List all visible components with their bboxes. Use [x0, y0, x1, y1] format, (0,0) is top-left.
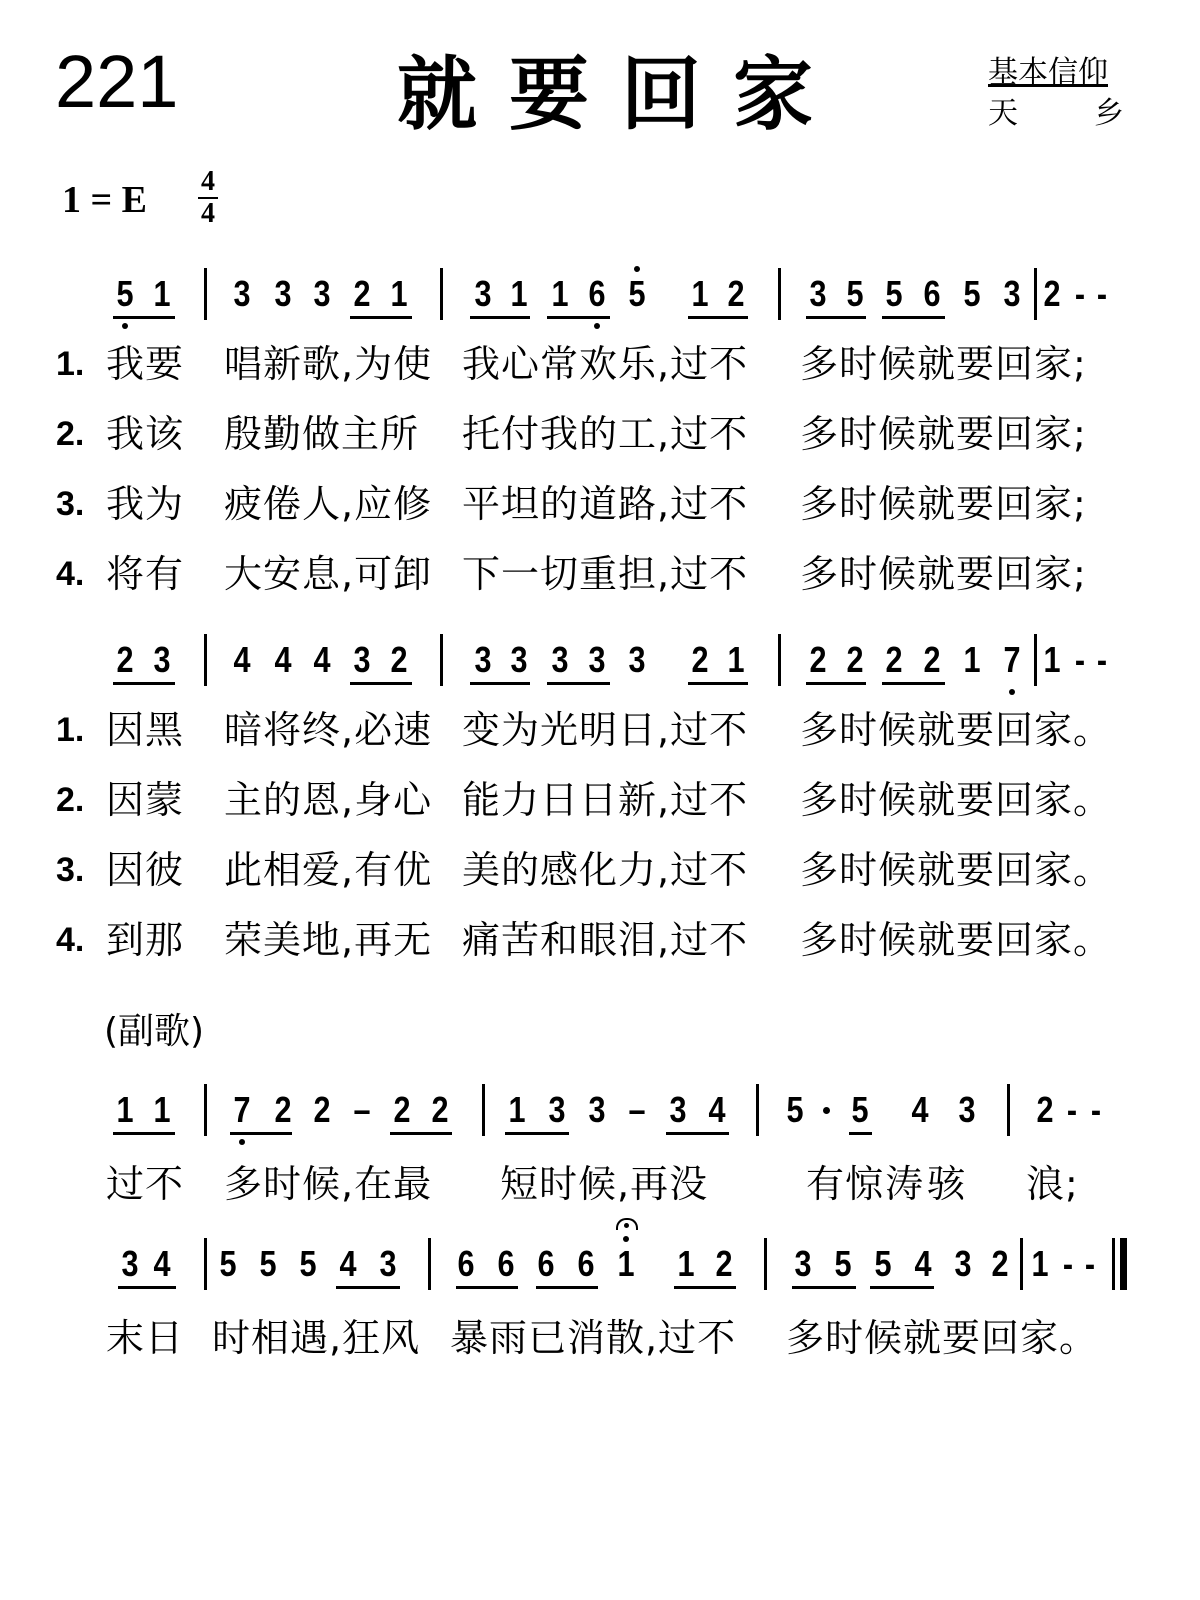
key-signature: 1 = E [62, 179, 147, 221]
lyric-segment: 我要 [106, 342, 185, 386]
verse-line-3 [0, 844, 1200, 896]
note: 2 [1036, 1089, 1054, 1130]
verse-line-2 [0, 408, 1200, 460]
note: 2 [809, 639, 827, 680]
lyric-segment: 多时候就要回家。 [800, 778, 1113, 822]
low-octave-dot [122, 323, 128, 329]
note: 1 [1043, 639, 1061, 680]
note: 3 [954, 1243, 972, 1284]
underline [688, 316, 748, 319]
chorus-lyric-segment: 骇 [927, 1162, 967, 1206]
lyric-segment: 变为光明日,过不 [462, 708, 749, 752]
lyric-segment: 唱新歌,为使 [224, 342, 433, 386]
underline [470, 682, 530, 685]
lyric-segment: 因彼 [106, 848, 185, 892]
chorus-lyric-segment: 多时候就要回家。 [786, 1316, 1099, 1360]
note: 2 [923, 639, 941, 680]
lyric-segment: 将有 [106, 552, 185, 596]
lyric-segment: 我为 [106, 482, 185, 526]
lyric-segment: 因黑 [106, 708, 185, 752]
note: 2 [727, 273, 745, 314]
chorus-lyric-segment: 有 [806, 1162, 846, 1206]
note: 3 [809, 273, 827, 314]
note: 2 [353, 273, 371, 314]
hymn-source [988, 96, 1124, 132]
note: 3 [669, 1089, 687, 1130]
note: 3 [274, 273, 292, 314]
lyric-segment: 多时候就要回家。 [800, 708, 1113, 752]
note: 3 [1003, 273, 1021, 314]
note: 4 [708, 1089, 726, 1130]
lyric-segment: 殷勤做主所 [224, 412, 420, 456]
note: 5 [846, 273, 864, 314]
underline [792, 1286, 856, 1289]
underline [806, 316, 866, 319]
note: 2 [1043, 273, 1061, 314]
note: 1 [508, 1089, 526, 1130]
note: 5 [259, 1243, 277, 1284]
hymn-number: 221 [55, 40, 179, 123]
barline [482, 1084, 485, 1136]
note: 6 [457, 1243, 475, 1284]
barline [204, 1238, 207, 1290]
chorus-lyric-segment: 浪; [1026, 1162, 1079, 1206]
note: - [1074, 639, 1086, 680]
note: 1 [551, 273, 569, 314]
note: 1 [727, 639, 745, 680]
underline [113, 1132, 175, 1135]
note: 1 [1031, 1243, 1049, 1284]
meter-top: 4 [201, 166, 215, 197]
note: 4 [274, 639, 292, 680]
note: 3 [548, 1089, 566, 1130]
note: 1 [390, 273, 408, 314]
note: 1 [963, 639, 981, 680]
underline [118, 1286, 176, 1289]
lyric-segment: 多时候就要回家。 [800, 918, 1113, 962]
note: 6 [497, 1243, 515, 1284]
note: 7 [233, 1089, 251, 1130]
note: 1 [691, 273, 709, 314]
verse-line-4 [0, 548, 1200, 600]
underline [456, 1286, 518, 1289]
lyric-segment: 我心常欢乐,过不 [462, 342, 749, 386]
note: 3 [153, 639, 171, 680]
lyric-segment: 能力日日新,过不 [462, 778, 749, 822]
lyric-segment: 美的感化力,过不 [462, 848, 749, 892]
chorus-lyrics-2 [0, 1312, 1200, 1364]
verse-number: 1. [56, 345, 85, 383]
verse-line-4 [0, 914, 1200, 966]
note: 5 [834, 1243, 852, 1284]
note: 5 [851, 1089, 869, 1130]
note: 6 [577, 1243, 595, 1284]
underline [336, 1286, 400, 1289]
low-octave-dot [239, 1139, 245, 1145]
chorus-lyric-segment: 时相遇,狂风 [212, 1316, 421, 1360]
note: 4 [911, 1089, 929, 1130]
time-signature [198, 168, 218, 228]
note: 3 [551, 639, 569, 680]
note: 2 [846, 639, 864, 680]
barline [204, 1084, 207, 1136]
underline [688, 682, 748, 685]
barline [756, 1084, 759, 1136]
high-octave-dot [623, 1236, 629, 1242]
underline [350, 316, 412, 319]
verse-number: 4. [56, 921, 85, 959]
lyric-segment: 多时候就要回家; [800, 342, 1087, 386]
note: 6 [923, 273, 941, 314]
verse-line-1 [0, 338, 1200, 390]
note: 4 [914, 1243, 932, 1284]
final-barline-thin [1112, 1238, 1115, 1290]
chorus-lyric-segment: 多时候,在最 [224, 1162, 433, 1206]
barline [778, 268, 781, 320]
verse-number: 4. [56, 555, 85, 593]
lyric-segment: 荣美地,再无 [224, 918, 433, 962]
note: 1 [617, 1243, 635, 1284]
barline [204, 634, 207, 686]
note: 3 [121, 1243, 139, 1284]
note: 2 [390, 639, 408, 680]
note: 5 [299, 1243, 317, 1284]
note: 2 [116, 639, 134, 680]
chorus-lyric-segment: 过不 [106, 1162, 185, 1206]
lyric-segment: 大安息,可卸 [224, 552, 433, 596]
lyric-segment: 因蒙 [106, 778, 185, 822]
chorus-lyric-segment: 暴雨已消散,过不 [450, 1316, 737, 1360]
augmentation-dot [823, 1107, 830, 1114]
note: 1 [153, 273, 171, 314]
note: 3 [588, 1089, 606, 1130]
chorus-label: (副歌) [104, 1011, 205, 1052]
underline [882, 682, 945, 685]
fermata-icon [616, 1218, 638, 1230]
note: 2 [274, 1089, 292, 1130]
underline [674, 1286, 736, 1289]
note: 2 [313, 1089, 331, 1130]
note: 3 [794, 1243, 812, 1284]
note: – [628, 1089, 646, 1130]
note: 1 [677, 1243, 695, 1284]
barline [1034, 634, 1037, 686]
verse-number: 3. [56, 851, 85, 889]
note: 3 [628, 639, 646, 680]
note: 4 [233, 639, 251, 680]
barline [440, 634, 443, 686]
note: 5 [874, 1243, 892, 1284]
barline [764, 1238, 767, 1290]
lyric-segment: 托付我的工,过不 [462, 412, 749, 456]
chorus-lyrics-1 [0, 1158, 1200, 1210]
high-octave-dot [634, 266, 640, 272]
underline [113, 682, 175, 685]
note: - [1084, 1243, 1096, 1284]
verse-line-1 [0, 704, 1200, 756]
hymn-category: 基本信仰 [988, 55, 1108, 90]
note: 5 [963, 273, 981, 314]
low-octave-dot [594, 323, 600, 329]
verse-line-2 [0, 774, 1200, 826]
note: 3 [474, 639, 492, 680]
underline [849, 1132, 872, 1135]
note: 5 [628, 273, 646, 314]
underline [870, 1286, 934, 1289]
source-right: 乡 [1094, 96, 1124, 131]
underline [666, 1132, 729, 1135]
final-barline-thick [1120, 1238, 1127, 1290]
verse-number: 1. [56, 711, 85, 749]
note: 2 [431, 1089, 449, 1130]
barline [440, 268, 443, 320]
verse-number: 2. [56, 415, 85, 453]
note: 2 [991, 1243, 1009, 1284]
note: – [353, 1089, 371, 1130]
note: 2 [691, 639, 709, 680]
note: 3 [588, 639, 606, 680]
barline [1020, 1238, 1023, 1290]
note: 2 [885, 639, 903, 680]
barline [778, 634, 781, 686]
note: - [1090, 1089, 1102, 1130]
note: 5 [116, 273, 134, 314]
note: - [1096, 273, 1108, 314]
chorus-lyric-segment: 涛 [885, 1162, 925, 1206]
underline [113, 316, 175, 319]
lyric-segment: 主的恩,身心 [224, 778, 433, 822]
verse-staff-1 [0, 264, 1200, 324]
underline [390, 1132, 452, 1135]
underline [882, 316, 945, 319]
lyric-segment: 平坦的道路,过不 [462, 482, 749, 526]
note: 3 [353, 639, 371, 680]
underline [350, 682, 412, 685]
note: 3 [474, 273, 492, 314]
lyric-segment: 多时候就要回家; [800, 412, 1087, 456]
note: 1 [116, 1089, 134, 1130]
note: - [1066, 1089, 1078, 1130]
note: 4 [153, 1243, 171, 1284]
note: 6 [537, 1243, 555, 1284]
note: 4 [339, 1243, 357, 1284]
chorus-lyric-segment: 短时候,再没 [500, 1162, 709, 1206]
underline [547, 316, 610, 319]
underline [505, 1132, 569, 1135]
note: 3 [379, 1243, 397, 1284]
hymn-title: 就要回家 [397, 47, 845, 141]
lyric-segment: 多时候就要回家。 [800, 848, 1113, 892]
note: - [1062, 1243, 1074, 1284]
low-octave-dot [1009, 689, 1015, 695]
note: 5 [786, 1089, 804, 1130]
lyric-segment: 多时候就要回家; [800, 552, 1087, 596]
barline [428, 1238, 431, 1290]
note: 2 [393, 1089, 411, 1130]
barline [1034, 268, 1037, 320]
verse-staff-2 [0, 630, 1200, 690]
lyric-segment: 我该 [106, 412, 185, 456]
note: 4 [313, 639, 331, 680]
note: 1 [510, 273, 528, 314]
meter-bottom: 4 [201, 198, 215, 229]
note: 3 [958, 1089, 976, 1130]
lyric-segment: 疲倦人,应修 [224, 482, 433, 526]
note: - [1074, 273, 1086, 314]
underline [536, 1286, 598, 1289]
lyric-segment: 下一切重担,过不 [462, 552, 749, 596]
underline [806, 682, 866, 685]
note: 2 [715, 1243, 733, 1284]
note: 5 [219, 1243, 237, 1284]
note: - [1096, 639, 1108, 680]
note: 1 [153, 1089, 171, 1130]
note: 3 [233, 273, 251, 314]
verse-line-3 [0, 478, 1200, 530]
lyric-segment: 到那 [106, 918, 185, 962]
chorus-staff-2 [0, 1234, 1200, 1294]
note: 6 [588, 273, 606, 314]
underline [470, 316, 530, 319]
lyric-segment: 暗将终,必速 [224, 708, 433, 752]
note: 5 [885, 273, 903, 314]
verse-number: 3. [56, 485, 85, 523]
barline [1007, 1084, 1010, 1136]
lyric-segment: 此相爱,有优 [224, 848, 433, 892]
chorus-lyric-segment: 惊 [845, 1162, 885, 1206]
chorus-lyric-segment: 末日 [106, 1316, 185, 1360]
underline [547, 682, 610, 685]
barline [204, 268, 207, 320]
verse-number: 2. [56, 781, 85, 819]
chorus-staff-1 [0, 1080, 1200, 1140]
lyric-segment: 痛苦和眼泪,过不 [462, 918, 749, 962]
note: 3 [313, 273, 331, 314]
note: 7 [1003, 639, 1021, 680]
underline [230, 1132, 292, 1135]
source-left: 天 [988, 96, 1018, 131]
lyric-segment: 多时候就要回家; [800, 482, 1087, 526]
note: 3 [510, 639, 528, 680]
